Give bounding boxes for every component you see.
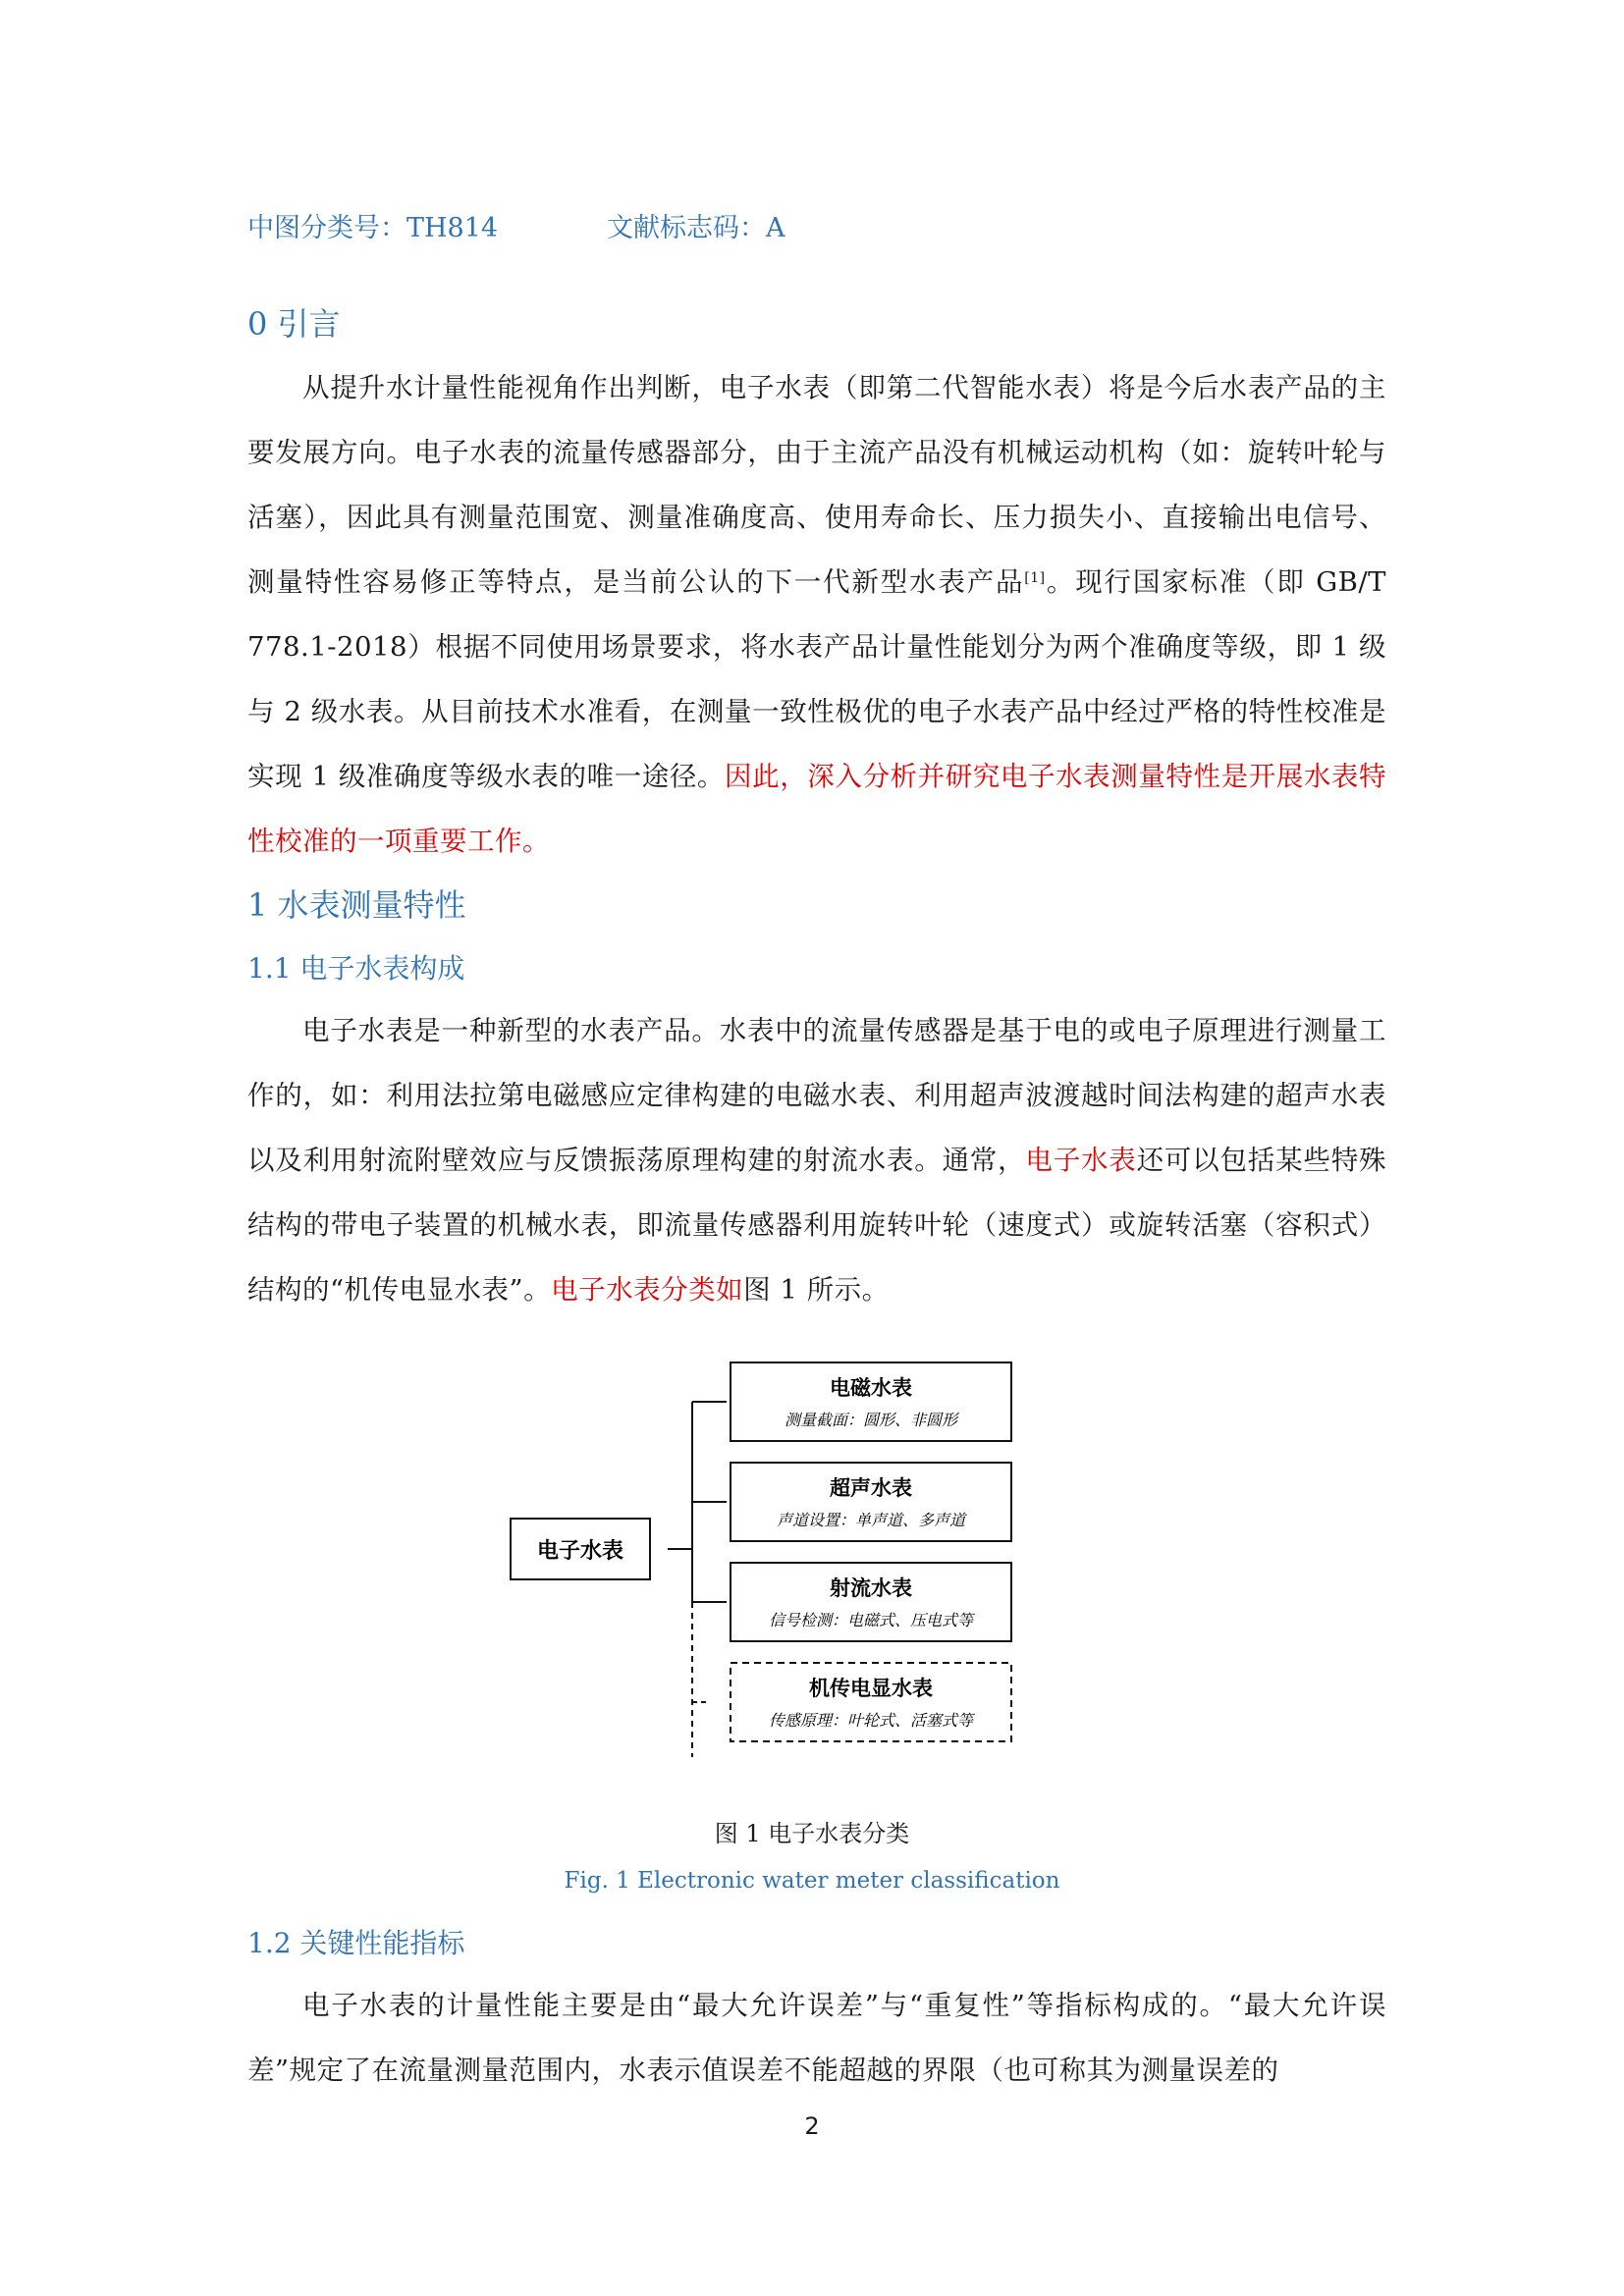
section-1-1-paragraph xyxy=(247,998,1386,1322)
category-title: 机传电显水表 xyxy=(809,1676,933,1700)
text-run: 图 1 所示。 xyxy=(743,1274,890,1306)
section-0-title: 0 引言 xyxy=(247,305,341,343)
category-box-fluidic xyxy=(731,1563,1011,1641)
category-title: 射流水表 xyxy=(830,1575,912,1600)
category-subtitle: 传感原理：叶轮式、活塞式等 xyxy=(768,1711,974,1730)
citation-ref: [1] xyxy=(1024,570,1046,586)
root-label: 电子水表 xyxy=(536,1538,624,1564)
figure-caption-en: Fig. 1 Electronic water meter classification xyxy=(564,1868,1060,1894)
highlighted-text: 因此，深入分析并研究电子水表测量特性是开展水表特性校准的一项重要工作。 xyxy=(247,761,1387,857)
category-subtitle: 信号检测：电磁式、压电式等 xyxy=(768,1611,974,1629)
category-box-electromagnetic xyxy=(731,1362,1011,1441)
figure-caption-cn: 图 1 电子水表分类 xyxy=(714,1820,910,1847)
text-run: 还可以包括某些特殊结构的带电子装置的机械水表，即流量传感器利用旋转叶轮（速度式）或旋转活塞（容积式）结构的“机传电显水表”。 xyxy=(247,1145,1387,1306)
text-run: 。现行国家标准（即 GB/T 778.1-2018）根据不同使用场景要求，将水表产品计量性能划分为两个准确度等级，即 1 级与 2 级水表。从目前技术水准看，在测量一致性极优的电子水表产品中经过严格的特性校准是实现 1 级准确度等级水表的唯一途径。 xyxy=(247,566,1386,792)
section-1-2-title: 1.2 关键性能指标 xyxy=(247,1927,465,1959)
section-0-paragraph xyxy=(247,355,1386,874)
clc-number: 中图分类号：TH814 xyxy=(247,213,499,243)
section-1-2-paragraph xyxy=(247,1973,1386,2103)
text-run: 电子水表是一种新型的水表产品。水表中的流量传感器是基于电的或电子原理进行测量工作的，如：利用法拉第电磁感应定律构建的电磁水表、利用超声波渡越时间法构建的超声水表以及利用射流附壁效应与反馈振荡原理构建的射流水表。通常， xyxy=(247,1015,1386,1176)
document-code: 文献标志码：A xyxy=(607,213,785,243)
section-1-1-title: 1.1 电子水表构成 xyxy=(247,952,465,985)
highlighted-text: 电子水表分类如 xyxy=(551,1274,744,1306)
text-run: 电子水表的计量性能主要是由“最大允许误差”与“重复性”等指标构成的。“最大允许误差”规定了在流量测量范围内，水表示值误差不能超越的界限（也可称其为测量误差的 xyxy=(247,1990,1386,2086)
classification-diagram xyxy=(0,1345,1624,1787)
text-run: 从提升水计量性能视角作出判断，电子水表（即第二代智能水表）将是今后水表产品的主要发展方向。电子水表的流量传感器部分，由于主流产品没有机械运动机构（如：旋转叶轮与活塞），因此具有测量范围宽、测量准确度高、使用寿命长、压力损失小、直接输出电信号、测量特性容易修正等特点，是当前公认的下一代新型水表产品 xyxy=(247,372,1386,598)
section-1-title: 1 水表测量特性 xyxy=(247,886,466,924)
category-title: 电磁水表 xyxy=(830,1375,912,1400)
category-subtitle: 声道设置：单声道、多声道 xyxy=(776,1511,966,1529)
category-box-mechanical-electronic xyxy=(731,1663,1011,1741)
category-subtitle: 测量截面：圆形、非圆形 xyxy=(784,1411,958,1429)
highlighted-text: 电子水表 xyxy=(1025,1145,1137,1176)
category-title: 超声水表 xyxy=(830,1475,912,1500)
category-box-ultrasonic xyxy=(731,1463,1011,1541)
page-number: 2 xyxy=(804,2112,820,2140)
